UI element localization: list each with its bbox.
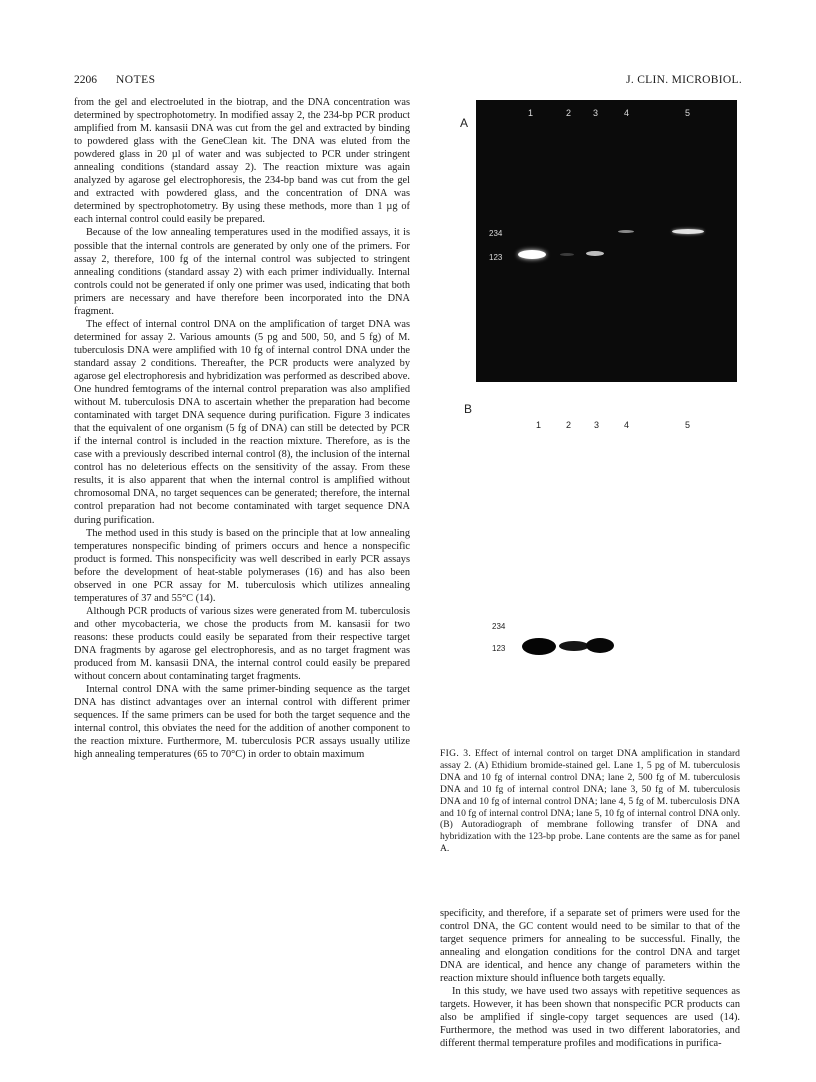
gel-band-lane3-123 [586, 251, 604, 256]
paragraph: The method used in this study is based on the principle that at low annealing temperatures nonspecific binding of primers occurs and hence a nonspecific product is formed. This nonspecificity was well described in early PCR assays before the development of heat-stable polymerases (16) and has also been observed in one PCR assay for M. tuberculosis which utilizes annealing temperatures of 37 and 55°C (14). [74, 527, 410, 604]
gel-band-lane4-234 [618, 230, 634, 233]
blot-band-lane1-123 [522, 638, 556, 655]
section-label: NOTES [116, 74, 156, 86]
gel-band-lane2-123 [560, 253, 574, 256]
figure-caption [440, 748, 740, 855]
right-column [440, 907, 740, 1051]
lane-label: 4 [624, 420, 630, 430]
gel-band-lane1-123 [518, 250, 546, 259]
panel-a-letter: A [460, 116, 469, 130]
gel-image [476, 100, 737, 382]
journal-name: J. CLIN. MICROBIOL. [626, 74, 742, 86]
caption-text: Effect of internal control on target DNA amplification in standard assay 2. (A) Ethidium bromide-stained gel. Lane 1, 5 pg of M. tuberculosis DNA and 10 fg of internal control DNA; lane 2, 500 fg of M. tuberculosis DNA and 10 fg of internal control DNA; lane 3, 50 fg of M. tuberculosis DNA and 10 fg of internal control DNA; lane 4, 5 fg of M. tuberculosis DNA and 10 fg of internal control DNA; lane 5, 10 fg of internal control DNA only. (B) Autoradiograph of membrane following transfer of DNA and hybridization with the 123-bp probe. Lane contents are the same as for panel A. [440, 748, 740, 855]
left-column [74, 96, 410, 761]
paragraph: Although PCR products of various sizes were generated from M. tuberculosis and other mycobacteria, we chose the products from M. kansasii for two reasons: these products could easily be separated from their respective target DNA fragments by agarose gel electrophoresis, and as no target fragment was produced from M. kansasii DNA, the internal control could easily be prepared without concern about contaminating target fragments. [74, 605, 410, 683]
lane-label: 2 [566, 420, 572, 430]
size-marker-123: 123 [489, 253, 503, 262]
paragraph: specificity, and therefore, if a separate set of primers were used for the control DNA, the GC content would need to be similar to that of the target sequence primers for annealing to be successful. Finally, the annealing and elongation conditions for the control DNA and target DNA are identical, and hence any change of parameters within the reaction mixture should influence both targets equally. [440, 908, 740, 985]
paragraph: Internal control DNA with the same primer-binding sequence as the target DNA has distinct advantages over an internal control with different primer sequences. If the same primers can be used for both the target sequence and the internal control, this obviates the need for the addition of another component to the reaction mixture. Furthermore, M. tuberculosis PCR assays usually utilize high annealing temperatures (65 to 70°C) in order to obtain maximum [74, 684, 410, 761]
autoradiograph [440, 390, 740, 653]
page-number: 2206 [74, 74, 97, 86]
size-marker-234: 234 [492, 622, 506, 631]
panel-b-letter: B [464, 402, 473, 416]
lane-label: 3 [593, 108, 599, 118]
lane-label: 2 [566, 108, 572, 118]
blot-band-lane3-123 [586, 638, 614, 653]
caption-label: FIG. 3. [440, 748, 472, 759]
blot-band-lane2-123 [559, 641, 589, 651]
gel-band-lane5-234 [672, 229, 704, 234]
size-marker-123: 123 [492, 644, 506, 653]
lane-label: 1 [536, 420, 542, 430]
size-marker-234: 234 [489, 229, 503, 238]
paragraph: The effect of internal control DNA on the amplification of target DNA was determined for assay 2. Various amounts (5 pg and 500, 50, and 5 fg) of M. tuberculosis DNA were amplified with 10 fg of internal control DNA under the standard assay 2 conditions. Thereafter, the PCR products were analyzed by agarose gel electrophoresis and hybridization was performed as described above. One hundred femtograms of the internal control preparation was also amplified without M. tuberculosis DNA to ascertain whether the preparation had become contaminated with target DNA sequence during purification. Figure 3 indicates that the equivalent of one organism (5 fg of DNA) can still be detected by PCR if the internal control is included in the reaction mixture. Therefore, as is the case with a previously described internal control (8), the inclusion of the internal control has no deleterious effects on the sensitivity of the assay. From these results, it is also apparent that when the internal control is amplified without chromosomal DNA, no target sequences can be generated; therefore, the internal control preparation had not become contaminated with target sequence DNA during purification. [74, 318, 410, 526]
lane-label: 1 [528, 108, 534, 118]
paragraph: Because of the low annealing temperatures used in the modified assays, it is possible that the internal controls are generated by only one of the primers. For assay 2, therefore, 100 fg of the internal control was subjected to stringent annealing conditions (standard assay 2) with each primer individually. Internal controls could not be generated if only one primer was used, indicating that both primers are necessary and have therefore been incorporated into the DNA fragment. [74, 227, 410, 317]
running-header [74, 74, 742, 90]
lane-label: 5 [685, 420, 691, 430]
lane-label: 5 [685, 108, 691, 118]
paragraph: In this study, we have used two assays with repetitive sequences as targets. However, it has been shown that nonspecific PCR products can also be amplified if single-copy target sequences are used (14). Furthermore, the method was used in two different laboratories, and different thermal temperature profiles and modifications in purifica- [440, 986, 740, 1050]
lane-label: 4 [624, 108, 630, 118]
lane-label: 3 [594, 420, 600, 430]
paragraph: from the gel and electroeluted in the biotrap, and the DNA concentration was determined by spectrophotometry. In modified assay 2, the 234-bp PCR product amplified from M. kansasii DNA was cut from the gel and extracted by binding to powdered glass with the GeneClean kit. The DNA was eluted from the powdered glass in 20 µl of water and was subjected to PCR under stringent annealing conditions (standard assay 2). The reaction mixture was again analyzed by agarose gel electrophoresis, the 234-bp band was cut from the gel and extracted with powdered glass, and the concentration of DNA was determined by spectrophotometry. By using these methods, more than 1 µg of each internal control could easily be prepared. [74, 97, 410, 226]
